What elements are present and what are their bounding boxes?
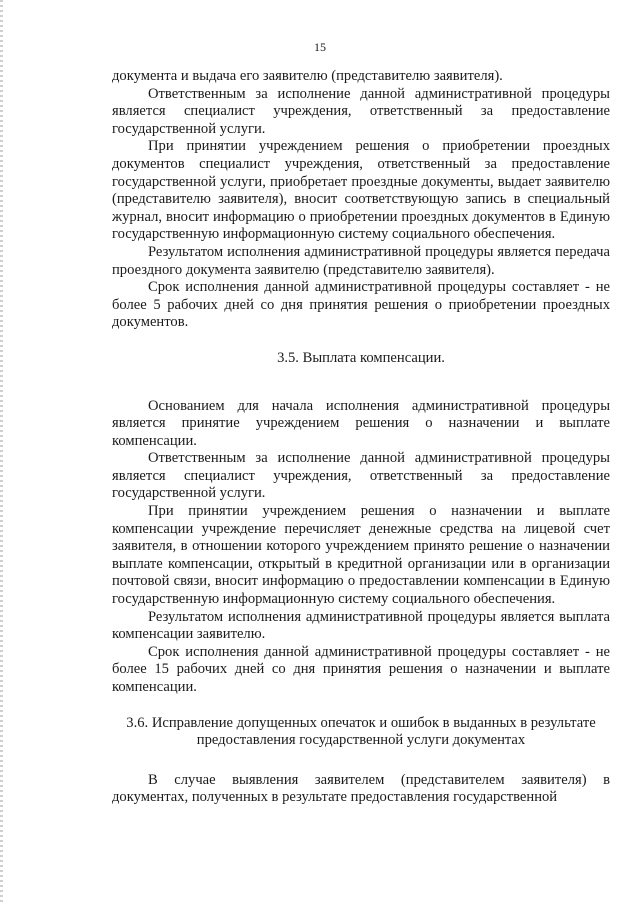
- paragraph-result-1: Результатом исполнения административной процедуры является передача проездного документа заявителю (представителю заявителя).: [112, 243, 610, 278]
- paragraph-continuation: документа и выдача его заявителю (представителю заявителя).: [112, 68, 503, 84]
- section-heading-3-6-line-2: предоставления государственной услуги документах: [196, 732, 526, 749]
- paragraph-responsible-1: Ответственным за исполнение данной административной процедуры является специалист учреждения, ответственный за предоставление государственной услуги.: [112, 85, 610, 137]
- paragraph-responsible-2: Ответственным за исполнение данной административной процедуры является специалист учреждения, ответственный за предоставление государственной услуги.: [112, 450, 610, 502]
- paragraph-deadline-2: Срок исполнения данной административной процедуры составляет - не более 15 рабочих дней со дня принятия решения о назначении и выплате компенсации.: [112, 643, 610, 695]
- paragraph-errors-correction: В случае выявления заявителем (представителем заявителя) в документах, полученных в результате предоставления государственной: [112, 771, 610, 806]
- section-heading-3-5: 3.5. Выплата компенсации.: [277, 349, 445, 366]
- paragraph-result-2: Результатом исполнения административной процедуры является выплата компенсации заявителю.: [112, 608, 610, 643]
- scan-edge: [0, 0, 3, 905]
- paragraph-deadline-1: Срок исполнения данной административной процедуры составляет - не более 5 рабочих дней со дня принятия решения о приобретении проездных документов.: [112, 279, 610, 331]
- paragraph-basis: Основанием для начала исполнения административной процедуры является принятие учреждением решения о назначении и выплате компенсации.: [112, 397, 610, 449]
- paragraph-tickets-purchase: При принятии учреждением решения о приобретении проездных документов специалист учреждения, ответственный за предоставление государственной услуги, приобретает проездные документы, выдает заявителю (представителю заявителя), вносит соответствующую запись в специальный журнал, вносит информацию о приобретении проездных документов в Единую государственную информационную систему социального обеспечения.: [112, 138, 610, 243]
- document-body: [112, 68, 610, 807]
- page-number: 15: [314, 40, 326, 54]
- section-heading-3-6: [112, 715, 610, 750]
- paragraph-compensation-transfer: При принятии учреждением решения о назначении и выплате компенсации учреждение перечисляет денежные средства на лицевой счет заявителя, в отношении которого учреждением принято решение о назначении выплате компенсации, открытый в кредитной организации или в организации почтовой связи, вносит информацию о предоставлении компенсации в Единую государственную информационную систему социального обеспечения.: [112, 503, 610, 608]
- section-heading-3-6-line-1: 3.6. Исправление допущенных опечаток и ошибок в выданных в результате: [126, 714, 596, 731]
